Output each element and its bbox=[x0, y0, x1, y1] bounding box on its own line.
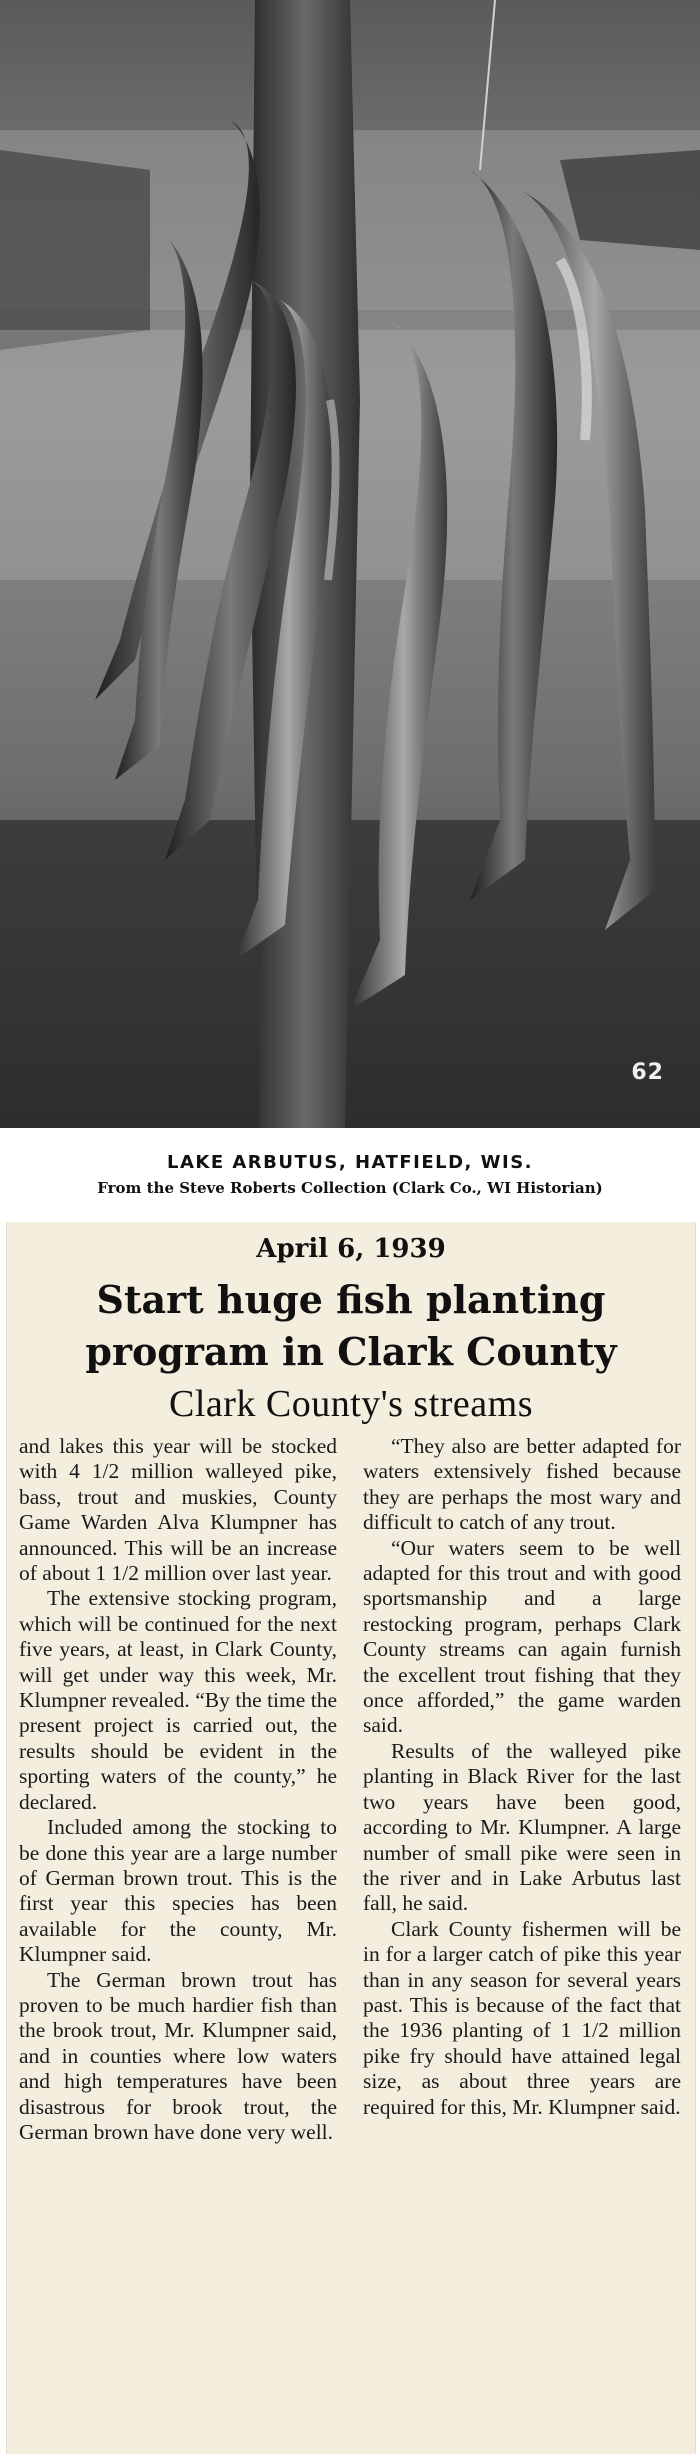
article-date: April 6, 1939 bbox=[256, 1234, 446, 1264]
fish-on-tree-image bbox=[0, 0, 700, 1128]
paragraph: The German brown trout has proven to be much hardier fish than the brook trout, Mr. Klumpner said, and in counties where low waters and high temperatures have been disastrous for brook trout, the German brown have done very well. bbox=[19, 1967, 337, 2144]
photo-caption: LAKE ARBUTUS, HATFIELD, WIS. bbox=[166, 1152, 534, 1173]
newspaper-clipping bbox=[6, 1222, 696, 2454]
fish-photo bbox=[0, 0, 700, 1128]
article-subhead: Clark County's streams bbox=[168, 1383, 534, 1425]
article-column-left bbox=[19, 1434, 337, 2145]
paragraph: and lakes this year will be stocked with 4 1/2 million walleyed pike, bass, trout and muskies, County Game Warden Alva Klumpner has announced. This will be an increase of about 1 1/2 million over last year. bbox=[19, 1434, 337, 1586]
photo-caption-block bbox=[0, 1128, 700, 1220]
paragraph: Results of the walleyed pike planting in Black River for the last two years have been good, according to Mr. Klumpner. A large number of small pike were seen in the river and in Lake Arbutus last fall, he said. bbox=[363, 1738, 681, 1916]
paragraph: The extensive stocking program, which will be continued for the next five years, at least, in Clark County, will get under way this week, Mr. Klumpner revealed. “By the time the present project is carried out, the results should be evident in the sporting waters of the county,” he declared. bbox=[19, 1586, 337, 1814]
plate-number: 62 bbox=[631, 1060, 664, 1085]
article-headline bbox=[7, 1274, 695, 1378]
paragraph: “Our waters seem to be well adapted for this trout and with good sportsmanship and a large restocking program, perhaps Clark County streams can again furnish the excellent trout fishing that they once afforded,” the game warden said. bbox=[363, 1535, 681, 1738]
photo-credit: From the Steve Roberts Collection (Clark Co., WI Historian) bbox=[97, 1179, 603, 1197]
article-column-right bbox=[363, 1434, 681, 2120]
headline-line-1: Start huge fish planting bbox=[96, 1277, 606, 1322]
paragraph: Included among the stocking to be done this year are a large number of German brown trout. This is the first year this species has been available for the county, Mr. Klumpner said. bbox=[19, 1815, 337, 1967]
paragraph: “They also are better adapted for waters extensively fished because they are perhaps the most wary and difficult to catch of any trout. bbox=[363, 1434, 681, 1535]
headline-line-2: program in Clark County bbox=[85, 1329, 617, 1374]
paragraph: Clark County fishermen will be in for a larger catch of pike this year than in any season for several years past. This is because of the fact that the 1936 planting of 1 1/2 million pike fry should have attained legal size, as about three years are required for this, Mr. Klumpner said. bbox=[363, 1916, 681, 2119]
